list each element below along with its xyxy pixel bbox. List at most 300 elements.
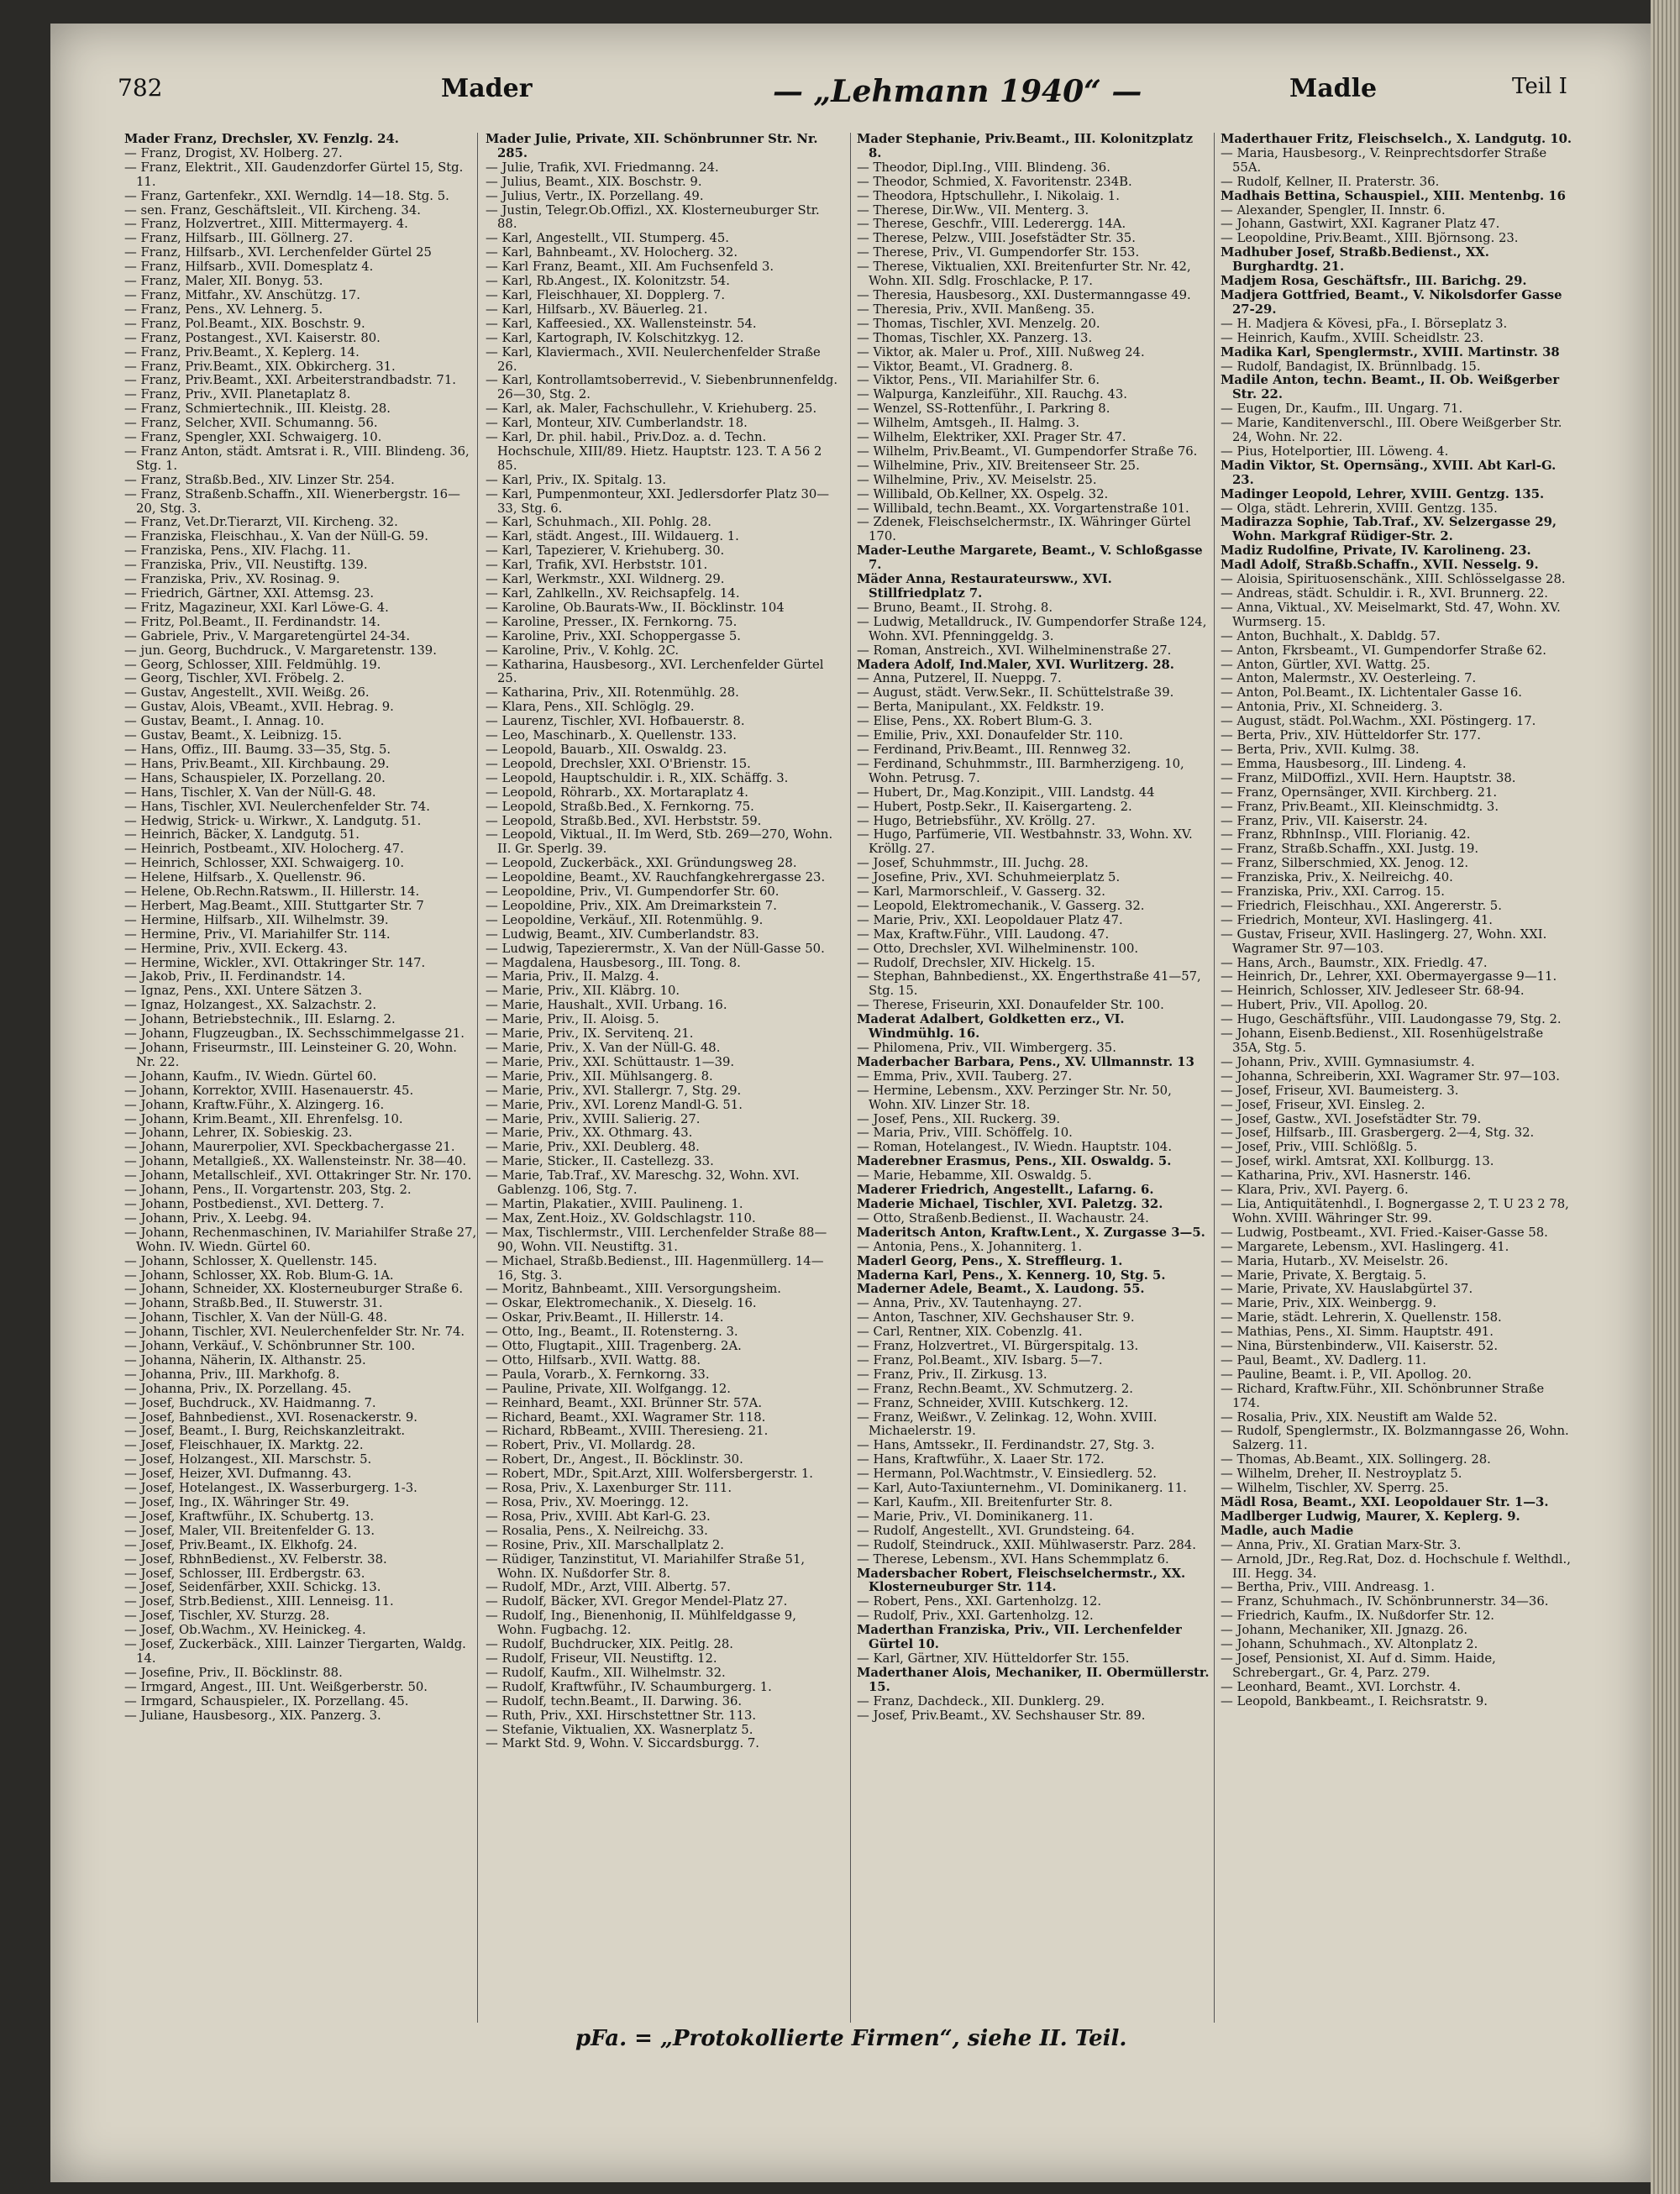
directory-entry: — Marie, Kanditenverschl., III. Obere Weißgerber Str. 24, Wohn. Nr. 22. [1221,416,1562,445]
directory-entry: Madjem Rosa, Geschäftsfr., III. Barichg. 29. [1221,274,1527,289]
directory-entry: — Willibald, techn.Beamt., XX. Vorgartenstraße 101. [857,501,1189,516]
directory-entry: — Anton, Buchhalt., X. Dabldg. 57. [1221,628,1441,643]
directory-entry: — Hugo, Betriebsführ., XV. Kröllg. 27. [857,813,1095,828]
directory-entry: — Marie, Priv., XII. Kläbrg. 10. [486,984,680,999]
directory-entry: — Gustav, Beamt., X. Leibnizg. 15. [124,728,342,743]
directory-entry: Madin Viktor, St. Opernsäng., XVIII. Abt Karl-G. 23. [1221,458,1557,487]
directory-entry: — Johann, Betriebstechnik., III. Eslarng. 2. [124,1012,396,1027]
directory-entry: — Rudolf, Bäcker, XVI. Gregor Mendel-Platz 27. [486,1594,788,1609]
directory-entry: — Marie, Priv., VI. Dominikanerg. 11. [857,1509,1094,1524]
directory-entry: — Karl, Kartograph, IV. Kolschitzkyg. 12. [486,330,744,345]
directory-entry: — Wilhelm, Elektriker, XXI. Prager Str. 47. [857,430,1126,445]
directory-entry: — Josef, Holzangest., XII. Marschstr. 5. [124,1452,372,1467]
directory-entry: — Friedrich, Fleischhau., XXI. Angererstr. 5. [1221,898,1502,913]
directory-entry: — Marie, Priv., XXI. Deublerg. 48. [486,1140,700,1155]
directory-entry: — Franziska, Priv., X. Neilreichg. 40. [1221,870,1453,885]
directory-entry: — Carl, Rentner, XIX. Cobenzlg. 41. [857,1325,1083,1340]
directory-entry: — Martin, Plakatier., XVIII. Paulineng. 1. [486,1196,743,1211]
directory-entry: — Franz, Schuhmach., IV. Schönbrunnerstr. 34—36. [1221,1594,1549,1609]
directory-entry: — Hugo, Geschäftsführ., VIII. Laudongasse 79, Stg. 2. [1221,1012,1562,1027]
directory-entry: Mädl Rosa, Beamt., XXI. Leopoldauer Str. 1—3. [1221,1495,1549,1509]
directory-entry: — Magdalena, Hausbesorg., III. Tong. 8. [486,955,741,970]
directory-entry: — Marie, Priv., IX. Servitenq. 21. [486,1026,694,1042]
directory-entry: — Ludwig, Tapezierermstr., X. Van der Nüll-Gasse 50. [486,941,825,956]
directory-entry: — Marie, Priv., XXI. Leopoldauer Platz 47. [857,912,1123,927]
directory-entry: — sen. Franz, Geschäftsleit., VII. Kircheng. 34. [124,202,421,218]
directory-entry: — Hermine, Hilfsarb., XII. Wilhelmstr. 39. [124,912,389,927]
directory-entry: — Arnold, JDr., Reg.Rat, Doz. d. Hochschule f. Welthdl., III. Hegg. 34. [1221,1551,1571,1581]
directory-entry: — Marie, Private, X. Bergtaig. 5. [1221,1268,1427,1283]
directory-entry: — Anton, Fkrsbeamt., VI. Gumpendorfer Straße 62. [1221,643,1546,658]
directory-entry: — Leopold, Straßb.Bed., XVI. Herbststr. 59. [486,813,762,828]
directory-entry: — Otto, Straßenb.Bedienst., II. Wachaustr. 24. [857,1210,1149,1226]
directory-entry: — Marie, Haushalt., XVII. Urbang. 16. [486,998,727,1013]
directory-entry: — Franz, Straßb.Schaffn., XXI. Justg. 19. [1221,842,1479,857]
directory-entry: — Leopold, Hauptschuldir. i. R., XIX. Schäffg. 3. [486,770,789,785]
directory-column-4 [1221,133,1573,2023]
directory-entry: — Hans, Tischler, XVI. Neulerchenfelder Str. 74. [124,799,430,814]
directory-entry: — Franz, Gartenfekr., XXI. Werndlg. 14—18. Stg. 5. [124,188,449,203]
directory-entry: — Rudolf, Bandagist, IX. Brünnlbadg. 15. [1221,359,1481,374]
directory-entry: — Franz Anton, städt. Amtsrat i. R., VIII. Blindeng. 36, Stg. 1. [124,444,470,473]
directory-entry: — Josef, Pensionist, XI. Auf d. Simm. Haide, Schrebergart., Gr. 4, Parz. 279. [1221,1651,1496,1680]
directory-entry: — Moritz, Bahnbeamt., XIII. Versorgungsheim. [486,1282,781,1297]
directory-entry: — Josef, RbhnBedienst., XV. Felberstr. 38. [124,1551,387,1567]
directory-entry: — Wilhelm, Amtsgeh., II. Halmg. 3. [857,416,1080,431]
directory-entry: — Marie, Priv., XVI. Stallergr. 7, Stg. 29. [486,1083,742,1098]
directory-entry: — Franz, MilDOffizl., XVII. Hern. Hauptstr. 38. [1221,770,1516,785]
directory-entry: — Johann, Krim.Beamt., XII. Ehrenfelsg. 10. [124,1111,403,1126]
directory-entry: — Leopold, Bauarb., XII. Oswaldg. 23. [486,742,727,757]
directory-entry: — Therese, Viktualien, XXI. Breitenfurter Str. Nr. 42, Wohn. XII. Sdlg. Froschlacke, P. 17. [857,260,1191,289]
directory-entry: — Johann, Metallschleif., XVI. Ottakringer Str. Nr. 170. [124,1168,472,1184]
directory-entry: — Josef, Maler, VII. Breitenfelder G. 13. [124,1523,375,1538]
directory-entry: — Franz, Rechn.Beamt., XV. Schmutzerg. 2. [857,1381,1134,1396]
directory-entry: — Hermine, Priv., VI. Mariahilfer Str. 114. [124,926,391,942]
directory-entry: Madinger Leopold, Lehrer, XVIII. Gentzg. 135. [1221,486,1545,501]
directory-entry: Maderna Karl, Pens., X. Kennerg. 10, Stg. 5. [857,1268,1166,1283]
directory-entry: — Hubert, Priv., VII. Apollog. 20. [1221,998,1428,1013]
directory-entry: — Karl, Kaffeesied., XX. Wallensteinstr. 54. [486,316,757,331]
directory-entry: Madersbacher Robert, Fleischselchermstr., XX. Klosterneuburger Str. 114. [857,1566,1186,1595]
directory-entry: Mader Julie, Private, XII. Schönbrunner Str. Nr. 285. [486,133,818,160]
directory-entry: — Leopoldine, Verkäuf., XII. Rotenmühlg. 9. [486,912,764,927]
directory-entry: — Rudolf, Spenglermstr., IX. Bolzmanngasse 26, Wohn. Salzerg. 11. [1221,1424,1569,1453]
directory-entry: — Anton, Pol.Beamt., IX. Lichtentaler Gasse 16. [1221,685,1522,701]
directory-entry: — Theodor, Schmied, X. Favoritenstr. 234B. [857,174,1132,189]
directory-entry: — Franz, Priv.Beamt., XXI. Arbeiterstrandbadstr. 71. [124,373,456,388]
directory-entry: Maderner Adele, Beamt., X. Laudong. 55. [857,1282,1145,1297]
directory-entry: — Franz, Priv., II. Zirkusg. 13. [857,1367,1047,1382]
directory-entry: — Otto, Drechsler, XVI. Wilhelminenstr. 100. [857,941,1139,956]
directory-entry: — Antonia, Priv., XI. Schneiderg. 3. [1221,700,1443,715]
directory-entry: — Ignaz, Pens., XXI. Untere Sätzen 3. [124,984,363,999]
directory-entry: — Karl, Gärtner, XIV. Hütteldorfer Str. 155. [857,1651,1130,1666]
directory-entry: — Justin, Telegr.Ob.Offizl., XX. Klosterneuburger Str. 88. [486,202,820,232]
directory-entry: — Josef, Gastw., XVI. Josefstädter Str. 79. [1221,1111,1482,1126]
directory-entry: — Hans, Kraftwführ., X. Laaer Str. 172. [857,1452,1105,1467]
directory-entry: — Philomena, Priv., VII. Wimbergerg. 35. [857,1041,1116,1055]
header-first-entry: Mader [441,74,533,103]
directory-entry: — Franz, Selcher, XVII. Schumanng. 56. [124,416,378,431]
directory-entry: — Lia, Antiquitätenhdl., I. Bognergasse 2, T. U 23 2 78, Wohn. XVIII. Währinger Str. 99. [1221,1196,1569,1226]
directory-entry: — Karoline, Presser., IX. Fernkorng. 75. [486,614,738,629]
directory-entry: — Heinrich, Schlosser, XIV. Jedleseer Str. 68-94. [1221,984,1525,999]
directory-entry: — Richard, Beamt., XXI. Wagramer Str. 118. [486,1409,766,1425]
directory-entry: — Franz, RbhnInsp., VIII. Florianig. 42. [1221,827,1471,842]
directory-entry: — Karl, Marmorschleif., V. Gasserg. 32. [857,884,1105,900]
directory-entry: — Ruth, Priv., XXI. Hirschstettner Str. 113. [486,1708,757,1723]
directory-entry: — Karl, Pumpenmonteur, XXI. Jedlersdorfer Platz 30—33, Stg. 6. [486,486,830,516]
directory-entry: — Franz, Hilfsarb., XVI. Lerchenfelder Gürtel 25 [124,245,432,260]
directory-entry: Maderl Georg, Pens., X. Streffleurg. 1. [857,1253,1123,1268]
directory-entry: — Josef, Seidenfärber, XXII. Schickg. 13. [124,1580,381,1595]
directory-entry: — Anton, Malermstr., XV. Oesterleing. 7. [1221,671,1477,686]
directory-entry: — Julius, Beamt., XIX. Boschstr. 9. [486,174,702,189]
directory-entry: — Leopold, Drechsler, XXI. O'Brienstr. 15. [486,756,751,771]
directory-entry: — Margarete, Lebensm., XVI. Haslingerg. 41. [1221,1239,1509,1254]
directory-entry: — Marie, Sticker., II. Castellezg. 33. [486,1154,714,1169]
directory-entry: — Franz, Opernsänger, XVII. Kirchberg. 21. [1221,785,1498,800]
directory-entry: — Ludwig, Metalldruck., IV. Gumpendorfer Straße 124, Wohn. XVI. Pfenninggeldg. 3. [857,614,1207,643]
directory-entry: — Thomas, Ab.Beamt., XIX. Sollingerg. 28. [1221,1452,1491,1467]
directory-entry: — Marie, Priv., XIX. Weinbergg. 9. [1221,1296,1437,1311]
directory-entry: — Karl, Priv., IX. Spitalg. 13. [486,472,667,487]
directory-entry: — Karl, Rb.Angest., IX. Kolonitzstr. 54. [486,274,730,289]
directory-entry: — Leopold, Zuckerbäck., XXI. Gründungsweg 28. [486,856,797,871]
directory-columns [124,133,1572,2023]
directory-entry: — Irmgard, Angest., III. Unt. Weißgerberstr. 50. [124,1679,428,1694]
directory-entry: — Johann, Pens., II. Vorgartenstr. 203, Stg. 2. [124,1183,412,1198]
directory-entry: — Julie, Trafik, XVI. Friedmanng. 24. [486,160,719,175]
directory-entry: — Pauline, Private, XII. Wolfgangg. 12. [486,1381,732,1396]
directory-entry: — Max, Kraftw.Führ., VIII. Laudong. 47. [857,926,1110,942]
directory-entry: — Franz, Straßenb.Schaffn., XII. Wienerbergstr. 16—20, Stg. 3. [124,486,460,516]
directory-column-3 [857,133,1210,2023]
directory-entry: — Katharina, Hausbesorg., XVI. Lerchenfelder Gürtel 25. [486,657,824,686]
directory-entry: — Rudolf, Steindruck., XXII. Mühlwaserstr. Parz. 284. [857,1537,1196,1552]
directory-entry: — Reinhard, Beamt., XXI. Brünner Str. 57A. [486,1395,763,1410]
directory-entry: — Viktor, Pens., VII. Mariahilfer Str. 6. [857,373,1100,388]
directory-entry: Madlberger Ludwig, Maurer, X. Keplerg. 9. [1221,1509,1520,1524]
directory-entry: — Rosalia, Priv., XIX. Neustift am Walde 52. [1221,1409,1498,1425]
directory-entry: — Nina, Bürstenbinderw., VII. Kaiserstr. 52. [1221,1339,1499,1354]
directory-entry: — Rosa, Priv., XVIII. Abt Karl-G. 23. [486,1509,711,1524]
directory-entry: — Leonhard, Beamt., XVI. Lorchstr. 4. [1221,1679,1461,1694]
directory-entry: — Helene, Hilfsarb., X. Quellenstr. 96. [124,870,366,885]
directory-entry: — August, städt. Pol.Wachm., XXI. Pöstingerg. 17. [1221,714,1536,729]
directory-entry: — Roman, Anstreich., XVI. Wilhelminenstraße 27. [857,643,1172,658]
directory-entry: — Anna, Priv., XI. Gratian Marx-Str. 3. [1221,1537,1462,1552]
directory-entry: — Zdenek, Fleischselchermstr., IX. Währinger Gürtel 170. [857,515,1191,544]
directory-entry: — Otto, Hilfsarb., XVII. Wattg. 88. [486,1352,701,1367]
directory-entry: — Rudolf, Ing., Bienenhonig, II. Mühlfeldgasse 9, Wohn. Fugbachg. 12. [486,1609,796,1638]
directory-entry: — Karl, Werkmstr., XXI. Wildnerg. 29. [486,572,725,587]
directory-entry: — Leopold, Straßb.Bed., X. Fernkorng. 75. [486,799,754,814]
directory-entry: — Marie, Priv., XX. Othmarg. 43. [486,1126,693,1141]
directory-entry: — Markt Std. 9, Wohn. V. Siccardsburgg. 7. [486,1736,759,1751]
directory-entry: — Georg, Tischler, XVI. Fröbelg. 2. [124,671,344,686]
directory-entry: — Karl Franz, Beamt., XII. Am Fuchsenfeld 3. [486,260,774,275]
directory-entry: — Stephan, Bahnbedienst., XX. Engerthstraße 41—57, Stg. 15. [857,969,1201,999]
directory-entry: — Franz, Straßb.Bed., XIV. Linzer Str. 254. [124,472,395,487]
directory-entry: — Roman, Hotelangest., IV. Wiedn. Hauptstr. 104. [857,1140,1173,1155]
directory-entry: — Gabriele, Priv., V. Margaretengürtel 24-34. [124,628,411,643]
directory-entry: — Berta, Manipulant., XX. Feldkstr. 19. [857,700,1105,715]
directory-entry: — Gustav, Angestellt., XVII. Weißg. 26. [124,685,370,701]
directory-entry: — Leopold, Viktual., II. Im Werd, Stb. 269—270, Wohn. II. Gr. Sperlg. 39. [486,827,833,857]
directory-entry: — Franz, Pol.Beamt., XIX. Boschstr. 9. [124,316,365,331]
directory-entry: — Max, Tischlermstr., VIII. Lerchenfelder Straße 88—90, Wohn. VII. Neustiftg. 31. [486,1225,827,1254]
directory-entry: Mader-Leuthe Margarete, Beamt., V. Schloßgasse 7. [857,543,1203,573]
directory-entry: — Aloisia, Spirituosenschänk., XIII. Schlösselgasse 28. [1221,572,1566,587]
directory-entry: — Franz, Holzvertret., XIII. Mittermayerg. 4. [124,217,408,232]
directory-entry: — Marie, Priv., II. Aloisg. 5. [486,1012,659,1027]
directory-entry: — Josef, Fleischhauer, IX. Marktg. 22. [124,1438,364,1453]
directory-entry: — Anton, Taschner, XIV. Gechshauser Str. 9. [857,1310,1135,1325]
directory-entry: — Franz, Maler, XII. Bonyg. 53. [124,274,323,289]
directory-entry: — Johann, Friseurmstr., III. Leinsteiner G. 20, Wohn. Nr. 22. [124,1041,458,1069]
directory-entry: — Ferdinand, Priv.Beamt., III. Rennweg 32. [857,742,1131,757]
directory-entry: — Maria, Priv., II. Malzg. 4. [486,969,659,984]
directory-entry: — Josef, Beamt., I. Burg, Reichskanzleitrakt. [124,1424,406,1439]
directory-entry: — Josef, wirkl. Amtsrat, XXI. Kollburgg. 13. [1221,1154,1494,1169]
directory-entry: — Eugen, Dr., Kaufm., III. Ungarg. 71. [1221,402,1463,417]
directory-entry: — Karl, Trafik, XVI. Herbststr. 101. [486,558,708,573]
directory-column-1 [124,133,477,2023]
directory-entry: — Viktor, Beamt., VI. Gradnerg. 8. [857,359,1074,374]
directory-entry: — Franz, Hilfsarb., XVII. Domesplatz 4. [124,260,374,275]
directory-entry: — Marie, Hebamme, XII. Oswaldg. 5. [857,1168,1092,1184]
directory-entry: — Franz, Holzvertret., VI. Bürgerspitalg. 13. [857,1339,1139,1354]
directory-entry: — Johann, Priv., XVIII. Gymnasiumstr. 4. [1221,1054,1475,1069]
directory-entry: — Pius, Hotelportier, III. Löweng. 4. [1221,444,1449,459]
directory-entry: — Anton, Gürtler, XVI. Wattg. 25. [1221,657,1431,672]
directory-entry: — Heinrich, Postbeamt., XIV. Holocherg. 47. [124,842,404,857]
directory-entry: — Robert, Priv., VI. Mollardg. 28. [486,1438,696,1453]
directory-entry: — Berta, Priv., XIV. Hütteldorfer Str. 177. [1221,728,1481,743]
directory-entry: — Josef, Priv., VIII. Schlößlg. 5. [1221,1140,1418,1155]
directory-column-2 [486,133,838,2023]
directory-entry: — Otto, Flugtapit., XIII. Tragenberg. 2A. [486,1339,742,1354]
directory-entry: — Therese, Priv., VI. Gumpendorfer Str. 153. [857,245,1140,260]
directory-entry: — Johanna, Näherin, IX. Althanstr. 25. [124,1352,366,1367]
directory-entry: — Wilhelm, Priv.Beamt., VI. Gumpendorfer Straße 76. [857,444,1198,459]
directory-entry: — Maria, Hausbesorg., V. Reinprechtsdorfer Straße 55A. [1221,145,1547,175]
directory-entry: — Georg, Schlosser, XIII. Feldmühlg. 19. [124,657,381,672]
directory-entry: — Johanna, Schreiberin, XXI. Wagramer Str. 97—103. [1221,1068,1560,1084]
directory-entry: — Josef, Priv.Beamt., XV. Sechshauser Str. 89. [857,1708,1146,1723]
directory-entry: — Stefanie, Viktualien, XX. Wasnerplatz 5. [486,1722,753,1737]
directory-entry: — Rosalia, Pens., X. Neilreichg. 33. [486,1523,708,1538]
directory-entry: — Hermine, Wickler., XVI. Ottakringer Str. 147. [124,955,426,970]
directory-entry: — Franz, Silberschmied, XX. Jenog. 12. [1221,856,1469,871]
directory-entry: Maderebner Erasmus, Pens., XII. Oswaldg. 5. [857,1154,1172,1169]
directory-entry: — Walpurga, Kanzleiführ., XII. Rauchg. 43. [857,387,1127,402]
directory-entry: — Johann, Gastwirt, XXI. Kagraner Platz 47. [1221,217,1500,232]
directory-entry: — Helene, Ob.Rechn.Ratswm., II. Hillerstr. 14. [124,884,420,900]
directory-entry: — Heinrich, Bäcker, X. Landgutg. 51. [124,827,360,842]
directory-entry: — Karoline, Priv., V. Kohlg. 2C. [486,643,680,658]
directory-entry: — Franz, Elektrit., XII. Gaudenzdorfer Gürtel 15, Stg. 11. [124,160,464,189]
directory-entry: — Johann, Lehrer, IX. Sobieskig. 23. [124,1126,353,1141]
directory-entry: — Franz, Hilfsarb., III. Göllnerg. 27. [124,231,354,246]
directory-entry: — Theresia, Priv., XVII. Manßeng. 35. [857,302,1095,317]
directory-entry: Madhuber Josef, Straßb.Bedienst., XX. Burghardtg. 21. [1221,245,1489,275]
directory-entry: — Fritz, Pol.Beamt., II. Ferdinandstr. 14. [124,614,381,629]
directory-entry: — Johann, Schlosser, X. Quellenstr. 145. [124,1253,378,1268]
directory-entry: — Hans, Schauspieler, IX. Porzellang. 20. [124,770,386,785]
directory-entry: — Therese, Geschfr., VIII. Lederergg. 14A. [857,217,1126,232]
directory-entry: — Hermann, Pol.Wachtmstr., V. Einsiedlerg. 52. [857,1467,1157,1482]
directory-entry: — Richard, Kraftw.Führ., XII. Schönbrunner Straße 174. [1221,1381,1545,1410]
directory-entry: — Johann, Schlosser, XX. Rob. Blum-G. 1A. [124,1268,394,1283]
directory-entry: Maderthan Franziska, Priv., VII. Lerchenfelder Gürtel 10. [857,1623,1182,1652]
directory-entry: — Maria, Hutarb., XV. Meiselstr. 26. [1221,1253,1449,1268]
directory-entry: — Leopold, Bankbeamt., I. Reichsratstr. 9. [1221,1693,1488,1708]
directory-entry: — Karl, Angestellt., VII. Stumperg. 45. [486,231,729,246]
directory-entry: — Rosa, Priv., X. Laxenburger Str. 111. [486,1481,732,1496]
directory-entry: — Josef, Hotelangest., IX. Wasserburgerg. 1-3. [124,1481,417,1496]
directory-entry: — Karoline, Ob.Baurats-Ww., II. Böcklinstr. 104 [486,600,785,615]
directory-entry: — Johann, Kraftw.Führ., X. Alzingerg. 16. [124,1097,385,1112]
page-number: 782 [118,74,163,102]
directory-entry: — Josef, Ob.Wachm., XV. Heinickeg. 4. [124,1623,366,1638]
directory-entry: — Leopold, Elektromechanik., V. Gasserg. 32. [857,898,1145,913]
directory-entry: — Karl, Dr. phil. habil., Priv.Doz. a. d. Techn. Hochschule, XIII/89. Hietz. Hauptstr. 123. T. A 56 2 85. [486,430,822,473]
directory-entry: Madle, auch Madie [1221,1523,1354,1538]
directory-entry: — Marie, Priv., X. Van der Nüll-G. 48. [486,1041,721,1055]
directory-entry: — Marie, Priv., XVI. Lorenz Mandl-G. 51. [486,1097,743,1112]
directory-entry: — Willibald, Ob.Kellner, XX. Ospelg. 32. [857,486,1109,501]
directory-entry: — Heinrich, Dr., Lehrer, XXI. Obermayergasse 9—11. [1221,969,1557,984]
directory-entry: — Robert, Dr., Angest., II. Böcklinstr. 30. [486,1452,743,1467]
directory-entry: Maderat Adalbert, Goldketten erz., VI. Windmühlg. 16. [857,1012,1125,1042]
directory-entry: — Marie, Priv., XXI. Schüttaustr. 1—39. [486,1054,735,1069]
directory-entry: — Karoline, Priv., XXI. Schoppergasse 5. [486,628,742,643]
directory-entry: — Johann, Korrektor, XVIII. Hasenauerstr. 45. [124,1083,414,1098]
directory-entry: — Therese, Dir.Ww., VII. Menterg. 3. [857,202,1089,218]
directory-entry: — Rudolf, Kraftwführ., IV. Schaumburgerg. 1. [486,1679,772,1694]
directory-entry: — Karl, Hilfsarb., XV. Bäuerleg. 21. [486,302,708,317]
directory-entry: — Franz, Priv., VII. Kaiserstr. 24. [1221,813,1428,828]
header-part: Teil I [1512,74,1567,99]
directory-entry: — Rudolf, Friseur, VII. Neustiftg. 12. [486,1651,717,1666]
directory-entry: — Karl, Zahlkelln., XV. Reichsapfelg. 14. [486,586,740,601]
directory-entry: — Hermine, Priv., XVII. Eckerg. 43. [124,941,348,956]
directory-entry: — Franz, Priv.Beamt., XIX. Obkircherg. 31. [124,359,396,374]
directory-entry: — Herbert, Mag.Beamt., XIII. Stuttgarter Str. 7 [124,898,424,913]
directory-entry: — Josef, Pens., XII. Ruckerg. 39. [857,1111,1061,1126]
directory-entry: — Ferdinand, Schuhmmstr., III. Barmherzigeng. 10, Wohn. Petrusg. 7. [857,756,1184,785]
directory-entry: — Josef, Strb.Bedienst., XIII. Lenneisg. 11. [124,1594,394,1609]
directory-entry: — Karl, städt. Angest., III. Wildauerg. 1. [486,529,739,544]
book-page-edges [1651,0,1680,2194]
directory-entry: — Berta, Priv., XVII. Kulmg. 38. [1221,742,1420,757]
directory-entry: — Karl, Kaufm., XII. Breitenfurter Str. 8. [857,1495,1113,1509]
directory-entry: — Josef, Hilfsarb., III. Grasbergerg. 2—4, Stg. 32. [1221,1126,1535,1141]
directory-entry: — Franz, Mitfahr., XV. Anschützg. 17. [124,287,360,302]
directory-entry: — Franziska, Priv., XXI. Carrog. 15. [1221,884,1445,900]
directory-entry: — Wilhelmine, Priv., XIV. Breitenseer Str. 25. [857,458,1140,473]
directory-entry: — Franz, Priv.Beamt., XII. Kleinschmidtg. 3. [1221,799,1499,814]
directory-entry: — Johann, Verkäuf., V. Schönbrunner Str. 100. [124,1339,416,1354]
directory-entry: — Antonia, Pens., X. Johanniterg. 1. [857,1239,1083,1254]
directory-entry: — Johann, Schuhmach., XV. Altonplatz 2. [1221,1637,1478,1652]
directory-entry: — Therese, Friseurin, XXI. Donaufelder Str. 100. [857,998,1164,1013]
directory-entry: — Emma, Hausbesorg., III. Lindeng. 4. [1221,756,1467,771]
directory-entry: — Andreas, städt. Schuldir. i. R., XVI. Brunnerg. 22. [1221,586,1548,601]
directory-entry: — Franz, Drogist, XV. Holberg. 27. [124,145,343,160]
directory-entry: — Franz, Schmiertechnik., III. Kleistg. 28. [124,402,391,417]
directory-entry: — Karl, Tapezierer, V. Kriehuberg. 30. [486,543,725,559]
directory-entry: — Franziska, Pens., XIV. Flachg. 11. [124,543,351,559]
directory-entry: — Rudolf, Kaufm., XII. Wilhelmstr. 32. [486,1665,726,1680]
directory-entry: — Thomas, Tischler, XX. Panzerg. 13. [857,330,1093,345]
directory-entry: — Hans, Priv.Beamt., XII. Kirchbaung. 29. [124,756,390,771]
directory-entry: — Franz, Pol.Beamt., XIV. Isbarg. 5—7. [857,1352,1103,1367]
directory-entry: — Josef, Friseur, XVI. Baumeisterg. 3. [1221,1083,1459,1098]
directory-entry: — Alexander, Spengler, II. Innstr. 6. [1221,202,1446,218]
directory-entry: — Hans, Arch., Baumstr., XIX. Friedlg. 47. [1221,955,1488,970]
directory-entry: — Rudolf, Drechsler, XIV. Hickelg. 15. [857,955,1095,970]
directory-entry: — Johann, Schneider, XX. Klosterneuburger Straße 6. [124,1282,464,1297]
directory-entry: — Gustav, Alois, VBeamt., XVII. Hebrag. 9. [124,700,394,715]
directory-entry: Madera Adolf, Ind.Maler, XVI. Wurlitzerg. 28. [857,657,1174,672]
directory-entry: — Johanna, Priv., IX. Porzellang. 45. [124,1381,352,1396]
directory-entry: — Robert, MDr., Spit.Arzt, XIII. Wolfersbergerstr. 1. [486,1467,814,1482]
directory-entry: — Thomas, Tischler, XVI. Menzelg. 20. [857,316,1100,331]
directory-entry: — Marie, städt. Lehrerin, X. Quellenstr. 158. [1221,1310,1502,1325]
running-header [118,74,1567,116]
directory-entry: — Josef, Bahnbedienst., XVI. Rosenackerstr. 9. [124,1409,417,1425]
directory-entry: — Katharina, Priv., XVI. Hasnerstr. 146. [1221,1168,1472,1184]
directory-entry: — Ignaz, Holzangest., XX. Salzachstr. 2. [124,998,377,1013]
directory-entry: — Ludwig, Beamt., XIV. Cumberlandstr. 83. [486,926,759,942]
directory-entry: — Hugo, Parfümerie, VII. Westbahnstr. 33, Wohn. XV. Kröllg. 27. [857,827,1193,857]
directory-entry: Madhais Bettina, Schauspiel., XIII. Mentenbg. 16 [1221,188,1566,203]
directory-entry: — Theodor, Dipl.Ing., VIII. Blindeng. 36. [857,160,1110,175]
directory-entry: — Karl, Schuhmach., XII. Pohlg. 28. [486,515,711,530]
directory-entry: — Leopold, Röhrarb., XX. Mortaraplatz 4. [486,785,748,800]
directory-entry: — Josef, Schuhmmstr., III. Juchg. 28. [857,856,1089,871]
directory-entry: — Rudolf, Buchdrucker, XIX. Peitlg. 28. [486,1637,733,1652]
directory-entry: — Klara, Pens., XII. Schlöglg. 29. [486,700,695,715]
directory-entry: — Johann, Flugzeugban., IX. Sechsschimmelgasse 21. [124,1026,465,1042]
directory-entry: — Hans, Tischler, X. Van der Nüll-G. 48. [124,785,376,800]
directory-entry: — Franz, Pens., XV. Lehnerg. 5. [124,302,323,317]
directory-entry: — Wilhelm, Dreher, II. Nestroyplatz 5. [1221,1467,1462,1482]
directory-entry: — Emma, Priv., XVII. Tauberg. 27. [857,1068,1073,1084]
directory-entry: — Johann, Tischler, XVI. Neulerchenfelder Str. Nr. 74. [124,1325,465,1340]
directory-entry: — Hans, Amtssekr., II. Ferdinandstr. 27, Stg. 3. [857,1438,1155,1453]
directory-entry: — Leopoldine, Priv., VI. Gumpendorfer Str. 60. [486,884,780,900]
directory-entry: — Johann, Priv., X. Leebg. 94. [124,1210,312,1226]
header-last-entry: Madle [1289,74,1378,103]
directory-entry: Mader Stephanie, Priv.Beamt., III. Kolonitzplatz 8. [857,133,1194,160]
directory-entry: Maderitsch Anton, Kraftw.Lent., X. Zurgasse 3—5. [857,1225,1205,1240]
directory-entry: — Josef, Heizer, XVI. Dufmanng. 43. [124,1467,352,1482]
directory-entry: — Klara, Priv., XVI. Payerg. 6. [1221,1183,1409,1198]
directory-entry: — Karl, ak. Maler, Fachschullehr., V. Kriehuberg. 25. [486,402,817,417]
directory-entry: — Josef, Buchdruck., XV. Haidmanng. 7. [124,1395,376,1410]
directory-entry: — Gustav, Beamt., I. Annag. 10. [124,714,324,729]
directory-entry: — Josef, Ing., IX. Währinger Str. 49. [124,1495,349,1509]
directory-entry: — Friedrich, Kaufm., IX. Nußdorfer Str. 12. [1221,1609,1494,1624]
directory-entry: — Bruno, Beamt., II. Strohg. 8. [857,600,1053,615]
directory-entry: Madiz Rudolfine, Private, IV. Karolineng. 23. [1221,543,1531,559]
directory-entry: Maderthauer Fritz, Fleischselch., X. Landgutg. 10. [1221,133,1572,146]
